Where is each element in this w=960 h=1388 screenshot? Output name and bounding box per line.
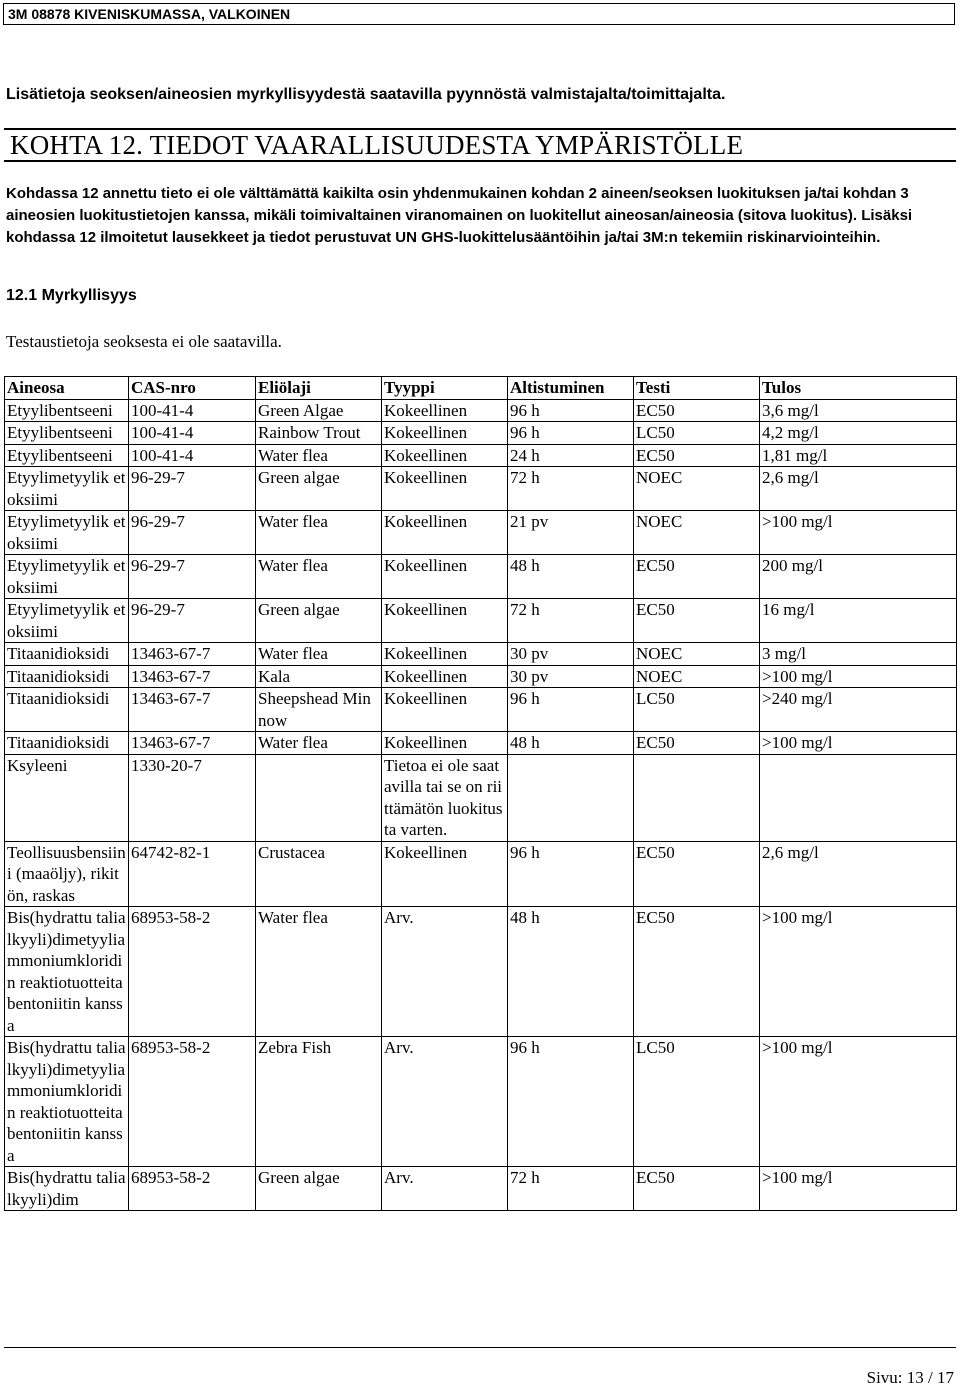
table-cell: 21 pv <box>508 511 634 555</box>
table-cell: >100 mg/l <box>760 665 957 688</box>
table-cell: LC50 <box>634 422 760 445</box>
table-cell: Kokeellinen <box>382 643 508 666</box>
table-row <box>5 665 957 688</box>
table-cell: Arv. <box>382 907 508 1037</box>
table-cell: Green Algae <box>256 399 382 422</box>
table-cell: LC50 <box>634 688 760 732</box>
footer-divider <box>4 1347 956 1348</box>
table-cell: Green algae <box>256 467 382 511</box>
table-cell: 48 h <box>508 555 634 599</box>
table-cell: Titaanidioksidi <box>5 665 129 688</box>
table-cell: Teollisuusbensiini (maaöljy), rikitön, raskas <box>5 841 129 907</box>
table-cell: Kokeellinen <box>382 467 508 511</box>
table-cell: 3,6 mg/l <box>760 399 957 422</box>
table-cell: 30 pv <box>508 643 634 666</box>
table-cell: Water flea <box>256 643 382 666</box>
table-cell: Etyylibentseeni <box>5 444 129 467</box>
table-cell: 1,81 mg/l <box>760 444 957 467</box>
table-cell: 68953-58-2 <box>129 1037 256 1167</box>
table-header-row <box>5 377 957 400</box>
table-cell: LC50 <box>634 1037 760 1167</box>
table-cell: EC50 <box>634 599 760 643</box>
table-row <box>5 467 957 511</box>
table-row <box>5 643 957 666</box>
table-cell: Water flea <box>256 511 382 555</box>
table-cell: 96 h <box>508 422 634 445</box>
table-cell: Green algae <box>256 599 382 643</box>
subheading: 12.1 Myrkyllisyys <box>6 287 137 304</box>
table-row <box>5 754 957 841</box>
table-cell: 100-41-4 <box>129 444 256 467</box>
table-cell: 100-41-4 <box>129 422 256 445</box>
table-cell: Arv. <box>382 1037 508 1167</box>
section-title: KOHTA 12. TIEDOT VAARALLISUUDESTA YMPÄRISTÖLLE <box>4 128 956 162</box>
table-cell: 13463-67-7 <box>129 732 256 755</box>
table-row <box>5 599 957 643</box>
table-cell: Kokeellinen <box>382 555 508 599</box>
table-cell: 96 h <box>508 399 634 422</box>
table-cell: EC50 <box>634 841 760 907</box>
table-cell: 96-29-7 <box>129 511 256 555</box>
table-cell: >100 mg/l <box>760 907 957 1037</box>
table-cell: 100-41-4 <box>129 399 256 422</box>
table-cell: Crustacea <box>256 841 382 907</box>
col-header-aineosa: Aineosa <box>5 377 129 400</box>
table-cell: >100 mg/l <box>760 1167 957 1211</box>
table-cell: 48 h <box>508 907 634 1037</box>
table-cell: Kokeellinen <box>382 841 508 907</box>
table-cell: 2,6 mg/l <box>760 841 957 907</box>
table-cell <box>760 754 957 841</box>
table-cell: 13463-67-7 <box>129 643 256 666</box>
table-cell: 16 mg/l <box>760 599 957 643</box>
table-cell: 96 h <box>508 841 634 907</box>
table-cell: >100 mg/l <box>760 1037 957 1167</box>
table-cell: Titaanidioksidi <box>5 688 129 732</box>
page-number: Sivu: 13 / 17 <box>866 1368 954 1387</box>
table-cell: Kokeellinen <box>382 511 508 555</box>
document-header <box>3 3 955 25</box>
table-cell: 96-29-7 <box>129 599 256 643</box>
table-cell: Titaanidioksidi <box>5 732 129 755</box>
table-cell: Rainbow Trout <box>256 422 382 445</box>
table-cell: Etyylimetyylik etoksiimi <box>5 511 129 555</box>
col-header-testi: Testi <box>634 377 760 400</box>
table-cell: Etyylimetyylik etoksiimi <box>5 467 129 511</box>
table-cell: 96 h <box>508 1037 634 1167</box>
table-cell <box>634 754 760 841</box>
table-cell: Tietoa ei ole saatavilla tai se on riittämätön luokitusta varten. <box>382 754 508 841</box>
table-cell: 24 h <box>508 444 634 467</box>
table-cell: Kokeellinen <box>382 688 508 732</box>
table-cell: NOEC <box>634 643 760 666</box>
table-cell: 96 h <box>508 688 634 732</box>
table-cell: 3 mg/l <box>760 643 957 666</box>
table-cell: Kala <box>256 665 382 688</box>
table-cell: Water flea <box>256 444 382 467</box>
section-paragraph: Kohdassa 12 annettu tieto ei ole välttämättä kaikilta osin yhdenmukainen kohdan 2 aineen/seoksen luokituksen ja/tai kohdan 3 aineosien luokitustietojen kanssa, mikäli toimivaltainen viranomainen on luokitellut aineosan/aineosia (sitova luokitus). Lisäksi kohdassa 12 ilmoitetut lausekkeet ja tiedot perustuvat UN GHS-luokittelusääntöihin ja/tai 3M:n tekemiin riskinarviointeihin. <box>6 185 913 246</box>
table-cell: Green algae <box>256 1167 382 1211</box>
table-cell: Bis(hydrattu talialkyyli)dimetyyliammoniumkloridin reaktiotuotteita bentoniitin kanssa <box>5 907 129 1037</box>
table-cell: Kokeellinen <box>382 732 508 755</box>
table-cell: Etyylimetyylik etoksiimi <box>5 599 129 643</box>
table-cell: Arv. <box>382 1167 508 1211</box>
table-cell: 1330-20-7 <box>129 754 256 841</box>
table-cell: 96-29-7 <box>129 555 256 599</box>
col-header-eliolaji: Eliölaji <box>256 377 382 400</box>
col-header-altistuminen: Altistuminen <box>508 377 634 400</box>
table-cell: Kokeellinen <box>382 444 508 467</box>
table-cell: EC50 <box>634 444 760 467</box>
table-cell: 13463-67-7 <box>129 665 256 688</box>
table-cell: NOEC <box>634 467 760 511</box>
table-cell: Bis(hydrattu talialkyyli)dimetyyliammoniumkloridin reaktiotuotteita bentoniitin kanssa <box>5 1037 129 1167</box>
table-cell: >100 mg/l <box>760 732 957 755</box>
table-cell: NOEC <box>634 511 760 555</box>
table-row <box>5 399 957 422</box>
table-cell: Ksyleeni <box>5 754 129 841</box>
table-row <box>5 1037 957 1167</box>
table-row <box>5 555 957 599</box>
mixture-note: Testaustietoja seoksesta ei ole saatavilla. <box>6 332 282 351</box>
table-cell: Etyylibentseeni <box>5 399 129 422</box>
table-cell: 68953-58-2 <box>129 907 256 1037</box>
table-cell: 72 h <box>508 599 634 643</box>
table-cell: Etyylibentseeni <box>5 422 129 445</box>
table-row <box>5 841 957 907</box>
table-cell: 4,2 mg/l <box>760 422 957 445</box>
table-cell: EC50 <box>634 907 760 1037</box>
table-cell: Kokeellinen <box>382 665 508 688</box>
table-cell: 30 pv <box>508 665 634 688</box>
table-cell: Sheepshead Minnow <box>256 688 382 732</box>
col-header-cas: CAS-nro <box>129 377 256 400</box>
table-row <box>5 732 957 755</box>
table-cell: Kokeellinen <box>382 422 508 445</box>
table-cell: EC50 <box>634 399 760 422</box>
col-header-tyyppi: Tyyppi <box>382 377 508 400</box>
table-cell: EC50 <box>634 732 760 755</box>
table-cell: Kokeellinen <box>382 599 508 643</box>
table-cell: Water flea <box>256 907 382 1037</box>
table-cell: Etyylimetyylik etoksiimi <box>5 555 129 599</box>
table-cell: Water flea <box>256 555 382 599</box>
toxicity-table <box>4 376 957 1211</box>
table-cell: 72 h <box>508 467 634 511</box>
table-cell: Bis(hydrattu talialkyyli)dim <box>5 1167 129 1211</box>
table-cell: 13463-67-7 <box>129 688 256 732</box>
table-cell: 72 h <box>508 1167 634 1211</box>
table-cell: 48 h <box>508 732 634 755</box>
table-row <box>5 688 957 732</box>
table-cell: Water flea <box>256 732 382 755</box>
table-cell: 2,6 mg/l <box>760 467 957 511</box>
col-header-tulos: Tulos <box>760 377 957 400</box>
table-cell: NOEC <box>634 665 760 688</box>
table-cell: Zebra Fish <box>256 1037 382 1167</box>
table-cell: Kokeellinen <box>382 399 508 422</box>
table-cell: Titaanidioksidi <box>5 643 129 666</box>
table-cell: EC50 <box>634 1167 760 1211</box>
table-cell: EC50 <box>634 555 760 599</box>
table-cell <box>508 754 634 841</box>
table-cell: 200 mg/l <box>760 555 957 599</box>
table-row <box>5 422 957 445</box>
table-cell <box>256 754 382 841</box>
table-cell: 68953-58-2 <box>129 1167 256 1211</box>
table-cell: 96-29-7 <box>129 467 256 511</box>
table-cell: >100 mg/l <box>760 511 957 555</box>
product-name: 3M 08878 KIVENISKUMASSA, VALKOINEN <box>8 6 291 22</box>
table-row <box>5 511 957 555</box>
table-cell: 64742-82-1 <box>129 841 256 907</box>
table-row <box>5 907 957 1037</box>
table-row <box>5 1167 957 1211</box>
table-row <box>5 444 957 467</box>
intro-text: Lisätietoja seoksen/aineosien myrkyllisyydestä saatavilla pyynnöstä valmistajalta/toimittajalta. <box>6 86 726 103</box>
table-body <box>5 399 957 1211</box>
table-cell: >240 mg/l <box>760 688 957 732</box>
